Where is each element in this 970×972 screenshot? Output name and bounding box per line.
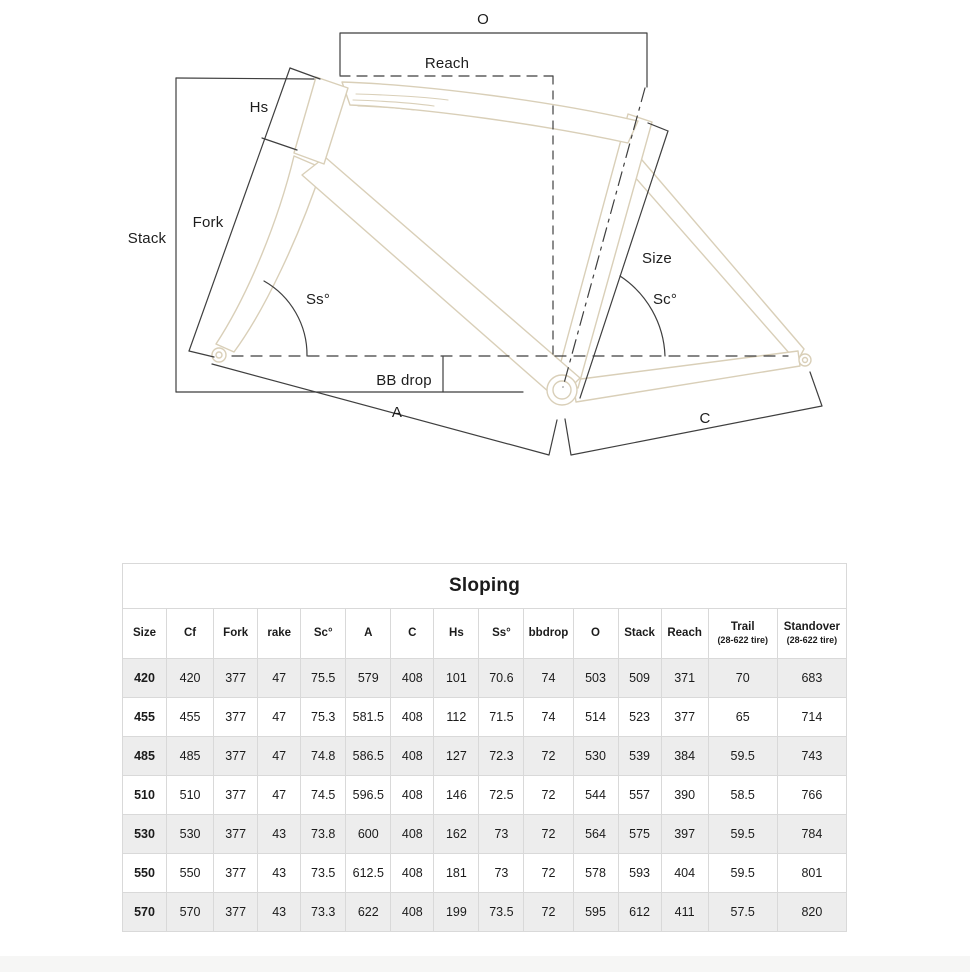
value-cell: 43 (258, 893, 301, 932)
value-cell: 683 (777, 659, 846, 698)
value-cell: 146 (434, 776, 479, 815)
label-o: O (477, 11, 489, 28)
window-bottom-strip (0, 956, 970, 972)
value-cell: 408 (391, 893, 434, 932)
value-cell: 593 (618, 854, 661, 893)
o-dimension-bracket (340, 33, 647, 87)
value-cell: 377 (214, 854, 258, 893)
value-cell: 70.6 (479, 659, 524, 698)
value-cell: 71.5 (479, 698, 524, 737)
value-cell: 47 (258, 737, 301, 776)
hs-fork-divider-tick (262, 138, 297, 150)
value-cell: 73.5 (479, 893, 524, 932)
column-header: Standover (28-622 tire) (777, 609, 846, 659)
value-cell: 570 (167, 893, 214, 932)
rear-dropout-hole (803, 358, 808, 363)
value-cell: 58.5 (708, 776, 777, 815)
value-cell: 564 (573, 815, 618, 854)
label-c: C (699, 410, 711, 427)
column-header: A (346, 609, 391, 659)
value-cell: 377 (214, 776, 258, 815)
value-cell: 72 (524, 776, 573, 815)
column-header: Cf (167, 609, 214, 659)
steering-axis-top-cap (290, 68, 320, 79)
steering-axis-bottom-cap (189, 351, 214, 357)
value-cell: 411 (661, 893, 708, 932)
table-row (123, 815, 847, 854)
value-cell: 377 (214, 659, 258, 698)
label-hs: Hs (249, 99, 269, 116)
value-cell: 377 (214, 893, 258, 932)
value-cell: 408 (391, 815, 434, 854)
value-cell: 59.5 (708, 854, 777, 893)
value-cell: 75.3 (301, 698, 346, 737)
bottom-bracket-inner (553, 381, 571, 399)
value-cell: 586.5 (346, 737, 391, 776)
value-cell: 579 (346, 659, 391, 698)
label-fork: Fork (192, 214, 224, 231)
value-cell: 371 (661, 659, 708, 698)
column-header: Reach (661, 609, 708, 659)
size-cell: 455 (123, 698, 167, 737)
table-title-row (123, 564, 847, 609)
value-cell: 377 (214, 698, 258, 737)
chain-stays (573, 351, 800, 402)
value-cell: 509 (618, 659, 661, 698)
value-cell: 596.5 (346, 776, 391, 815)
front-dropout-hole (216, 352, 222, 358)
value-cell: 74.5 (301, 776, 346, 815)
size-cell: 530 (123, 815, 167, 854)
value-cell: 390 (661, 776, 708, 815)
value-cell: 578 (573, 854, 618, 893)
sc-angle-arc (620, 276, 665, 356)
column-header: C (391, 609, 434, 659)
value-cell: 43 (258, 854, 301, 893)
label-size: Size (642, 250, 672, 267)
value-cell: 59.5 (708, 737, 777, 776)
value-cell: 47 (258, 776, 301, 815)
table-body (123, 659, 847, 932)
bike-frame-drawing (212, 77, 811, 405)
value-cell: 47 (258, 698, 301, 737)
value-cell: 575 (618, 815, 661, 854)
value-cell: 595 (573, 893, 618, 932)
value-cell: 503 (573, 659, 618, 698)
fork-blade (216, 156, 322, 352)
table-row (123, 698, 847, 737)
value-cell: 112 (434, 698, 479, 737)
value-cell: 377 (214, 815, 258, 854)
value-cell: 530 (573, 737, 618, 776)
size-cell: 510 (123, 776, 167, 815)
value-cell: 162 (434, 815, 479, 854)
column-header: Stack (618, 609, 661, 659)
value-cell: 523 (618, 698, 661, 737)
value-cell: 510 (167, 776, 214, 815)
column-header: Hs (434, 609, 479, 659)
value-cell: 181 (434, 854, 479, 893)
table-header-row (123, 609, 847, 659)
column-header: Sc° (301, 609, 346, 659)
label-a: A (391, 404, 403, 421)
value-cell: 600 (346, 815, 391, 854)
value-cell: 72.3 (479, 737, 524, 776)
value-cell: 514 (573, 698, 618, 737)
value-cell: 59.5 (708, 815, 777, 854)
value-cell: 784 (777, 815, 846, 854)
value-cell: 820 (777, 893, 846, 932)
value-cell: 73 (479, 815, 524, 854)
value-cell: 43 (258, 815, 301, 854)
geometry-table (122, 563, 847, 932)
top-tube (342, 82, 638, 143)
value-cell: 73.5 (301, 854, 346, 893)
value-cell: 101 (434, 659, 479, 698)
value-cell: 408 (391, 659, 434, 698)
label-bb-drop: BB drop (376, 372, 432, 389)
size-cell: 420 (123, 659, 167, 698)
value-cell: 74 (524, 698, 573, 737)
label-sc-angle: Sc° (652, 291, 678, 308)
value-cell: 408 (391, 776, 434, 815)
size-cell: 550 (123, 854, 167, 893)
column-header: O (573, 609, 618, 659)
table-row (123, 893, 847, 932)
size-cell: 485 (123, 737, 167, 776)
value-cell: 766 (777, 776, 846, 815)
head-tube (294, 77, 348, 164)
geometry-table-container (122, 563, 847, 932)
label-reach: Reach (424, 55, 470, 72)
seat-tube (556, 114, 652, 388)
value-cell: 199 (434, 893, 479, 932)
label-ss-angle: Ss° (305, 291, 331, 308)
value-cell: 397 (661, 815, 708, 854)
value-cell: 539 (618, 737, 661, 776)
value-cell: 612.5 (346, 854, 391, 893)
table-row (123, 854, 847, 893)
value-cell: 485 (167, 737, 214, 776)
label-stack: Stack (127, 230, 167, 247)
down-tube (302, 157, 580, 400)
value-cell: 47 (258, 659, 301, 698)
value-cell: 530 (167, 815, 214, 854)
value-cell: 72 (524, 737, 573, 776)
value-cell: 544 (573, 776, 618, 815)
table-title: Sloping (123, 564, 847, 609)
value-cell: 408 (391, 698, 434, 737)
column-header: Fork (214, 609, 258, 659)
value-cell: 714 (777, 698, 846, 737)
column-header: Size (123, 609, 167, 659)
value-cell: 72 (524, 893, 573, 932)
stack-top-line (176, 78, 314, 79)
value-cell: 550 (167, 854, 214, 893)
value-cell: 612 (618, 893, 661, 932)
table-row (123, 776, 847, 815)
value-cell: 75.5 (301, 659, 346, 698)
value-cell: 72.5 (479, 776, 524, 815)
value-cell: 377 (661, 698, 708, 737)
value-cell: 73.8 (301, 815, 346, 854)
value-cell: 408 (391, 854, 434, 893)
value-cell: 408 (391, 737, 434, 776)
size-cell: 570 (123, 893, 167, 932)
value-cell: 74 (524, 659, 573, 698)
value-cell: 455 (167, 698, 214, 737)
value-cell: 70 (708, 659, 777, 698)
value-cell: 622 (346, 893, 391, 932)
column-header: Ss° (479, 609, 524, 659)
value-cell: 72 (524, 815, 573, 854)
table-row (123, 737, 847, 776)
value-cell: 57.5 (708, 893, 777, 932)
value-cell: 377 (214, 737, 258, 776)
value-cell: 384 (661, 737, 708, 776)
value-cell: 73.3 (301, 893, 346, 932)
column-header: rake (258, 609, 301, 659)
value-cell: 581.5 (346, 698, 391, 737)
value-cell: 127 (434, 737, 479, 776)
value-cell: 74.8 (301, 737, 346, 776)
value-cell: 73 (479, 854, 524, 893)
column-header: Trail (28-622 tire) (708, 609, 777, 659)
table-row (123, 659, 847, 698)
column-header: bbdrop (524, 609, 573, 659)
value-cell: 72 (524, 854, 573, 893)
value-cell: 743 (777, 737, 846, 776)
value-cell: 801 (777, 854, 846, 893)
value-cell: 404 (661, 854, 708, 893)
value-cell: 557 (618, 776, 661, 815)
value-cell: 420 (167, 659, 214, 698)
value-cell: 65 (708, 698, 777, 737)
